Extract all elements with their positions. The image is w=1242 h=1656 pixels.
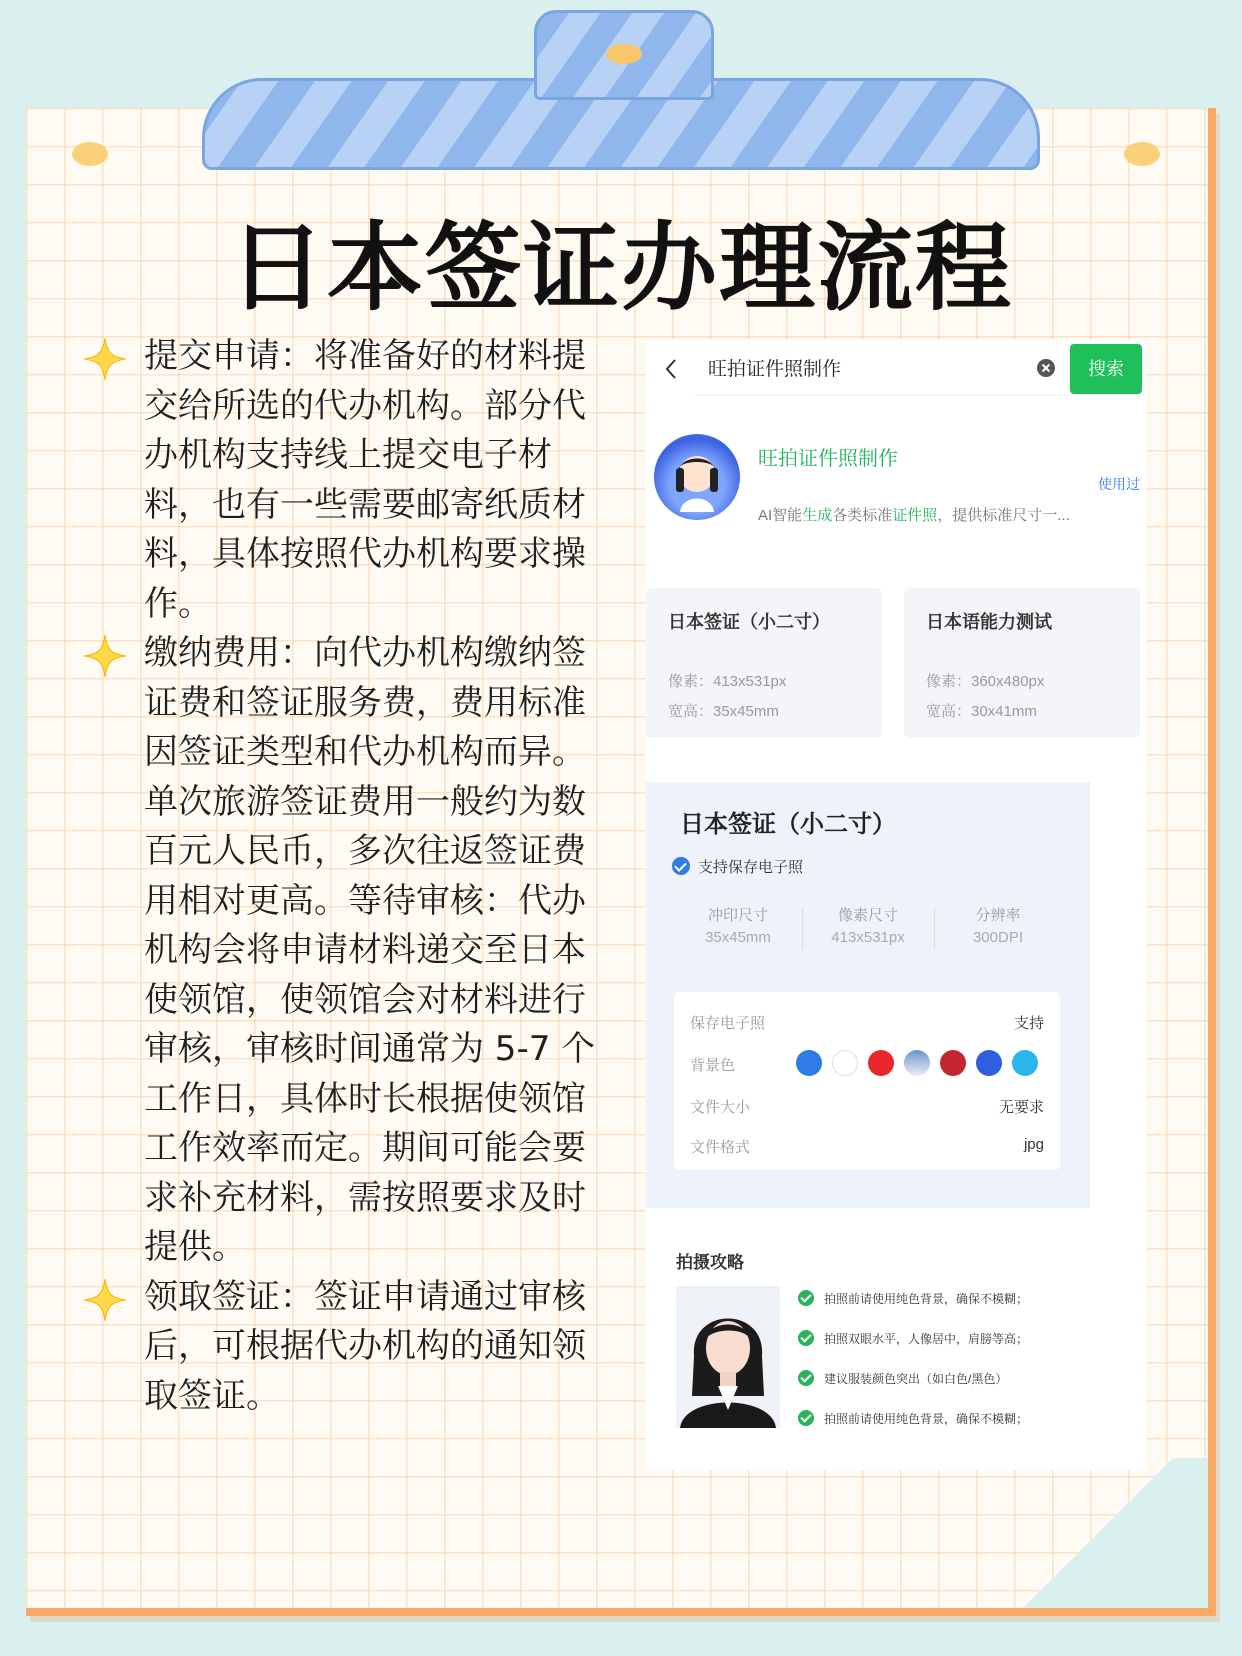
spec-pixel: 像素：413x531px — [668, 673, 787, 690]
file-format-label: 文件格式 — [690, 1139, 751, 1156]
bg-swatch[interactable] — [868, 1050, 894, 1076]
sparkle-icon — [84, 1279, 126, 1321]
desc-part: AI智能 — [758, 507, 803, 524]
metric-divider — [802, 908, 803, 950]
guide-tip — [798, 1370, 1007, 1387]
bg-swatch[interactable] — [832, 1050, 858, 1076]
metric-divider — [934, 908, 935, 950]
metric-value: 300DPI — [972, 929, 1024, 946]
tip-text: 建议服装颜色突出（如白色/黑色） — [824, 1372, 1008, 1386]
spec-title: 日本语能力测试 — [926, 612, 1052, 632]
app-screenshot — [646, 340, 1146, 1470]
metric-value: 35x45mm — [705, 929, 771, 946]
file-size-label: 文件大小 — [690, 1099, 751, 1116]
desc-highlight: 证件照 — [892, 507, 938, 524]
bg-swatch[interactable] — [796, 1050, 822, 1076]
desc-part: 各类标准 — [832, 507, 893, 524]
left-hole-dot — [72, 142, 108, 166]
check-circle-icon — [798, 1370, 814, 1386]
bg-swatch[interactable] — [976, 1050, 1002, 1076]
step-text: 缴纳费用：向代办机构缴纳签证费和签证服务费，费用标准因签证类型和代办机构而异。单次旅游签证费用一般约为数百元人民币，多次往返签证费用相对更高。等待审核：代办机构会将申请材料递交至日本使领馆，使领馆会对材料进行审核，审核时间通常为 5-7 个工作日，具体时长根据使领馆工作效率而定。期间可能会要求补充材料，需按照要求及时提供。 — [144, 633, 596, 1267]
step-item — [84, 1273, 604, 1422]
search-bar — [646, 340, 1146, 400]
spec-title: 日本签证（小二寸） — [668, 612, 830, 632]
app-logo-icon — [654, 434, 740, 520]
app-description — [758, 504, 1070, 525]
check-circle-icon — [672, 857, 690, 875]
file-format-value: jpg — [1023, 1136, 1044, 1153]
clear-icon[interactable] — [1036, 358, 1056, 378]
app-name: 旺拍证件照制作 — [758, 448, 898, 470]
shooting-guide — [646, 1240, 1146, 1470]
step-item — [84, 629, 604, 1273]
page-title: 日本签证办理流程 — [229, 212, 1013, 324]
used-badge: 使用过 — [1098, 476, 1140, 492]
save-photo-value: 支持 — [1013, 1015, 1044, 1032]
spec-card-japan-visa[interactable] — [646, 588, 882, 738]
tip-text: 拍照双眼水平，人像居中，肩膀等高； — [824, 1332, 1029, 1346]
app-result-card[interactable] — [646, 432, 1146, 542]
metric-label: 像素尺寸 — [837, 907, 898, 924]
metric-pixel-size — [808, 904, 928, 946]
save-photo-label: 保存电子照 — [690, 1015, 766, 1032]
support-note-text: 支持保存电子照 — [698, 859, 804, 876]
guide-tip — [798, 1410, 1028, 1427]
bg-swatch-gradient[interactable] — [904, 1050, 930, 1076]
search-button[interactable]: 搜索 — [1070, 344, 1142, 394]
tip-text: 拍照前请使用纯色背景，确保不模糊； — [824, 1412, 1029, 1426]
metric-print-size — [678, 904, 798, 946]
back-arrow-icon[interactable] — [660, 354, 682, 384]
spec-size: 宽高：35x45mm — [668, 703, 779, 720]
file-size-value: 无要求 — [998, 1099, 1044, 1116]
metric-label: 分辨率 — [975, 907, 1021, 924]
metric-label: 冲印尺寸 — [707, 907, 768, 924]
search-input-value: 旺拍证件照制作 — [708, 359, 842, 380]
steps-list — [84, 332, 604, 1421]
guide-title: 拍摄攻略 — [676, 1253, 744, 1272]
sparkle-icon — [84, 635, 126, 677]
bg-swatch[interactable] — [940, 1050, 966, 1076]
spec-size: 宽高：30x41mm — [926, 703, 1037, 720]
tip-text: 拍照前请使用纯色背景，确保不模糊； — [824, 1292, 1029, 1306]
right-hole-dot — [1124, 142, 1160, 166]
bg-color-label: 背景色 — [690, 1057, 736, 1074]
detail-box — [674, 992, 1060, 1170]
spec-detail-panel — [646, 782, 1090, 1208]
metric-value: 413x531px — [831, 929, 905, 946]
sample-portrait — [676, 1286, 780, 1428]
step-text: 提交申请：将准备好的材料提交给所选的代办机构。部分代办机构支持线上提交电子材料，也有一些需要邮寄纸质材料，具体按照代办机构要求操作。 — [144, 336, 586, 624]
guide-tip — [798, 1290, 1028, 1307]
sparkle-icon — [84, 338, 126, 380]
spec-pixel: 像素：360x480px — [926, 673, 1045, 690]
metric-resolution — [938, 904, 1058, 946]
guide-tip — [798, 1330, 1028, 1347]
bg-swatch[interactable] — [1012, 1050, 1038, 1076]
check-circle-icon — [798, 1290, 814, 1306]
paper-folded-corner — [988, 1458, 1208, 1608]
desc-highlight: 生成 — [802, 507, 833, 524]
support-note — [672, 856, 803, 877]
step-text: 领取签证：签证申请通过审核后，可根据代办机构的通知领取签证。 — [144, 1276, 586, 1416]
detail-title: 日本签证（小二寸） — [680, 811, 896, 838]
check-circle-icon — [798, 1410, 814, 1426]
clipboard-clip-dot — [606, 44, 642, 64]
spec-cards — [646, 588, 1146, 738]
desc-part: ，提供标准尺寸一... — [937, 507, 1070, 524]
spec-card-jlpt[interactable] — [904, 588, 1140, 738]
step-item — [84, 332, 604, 629]
check-circle-icon — [798, 1330, 814, 1346]
